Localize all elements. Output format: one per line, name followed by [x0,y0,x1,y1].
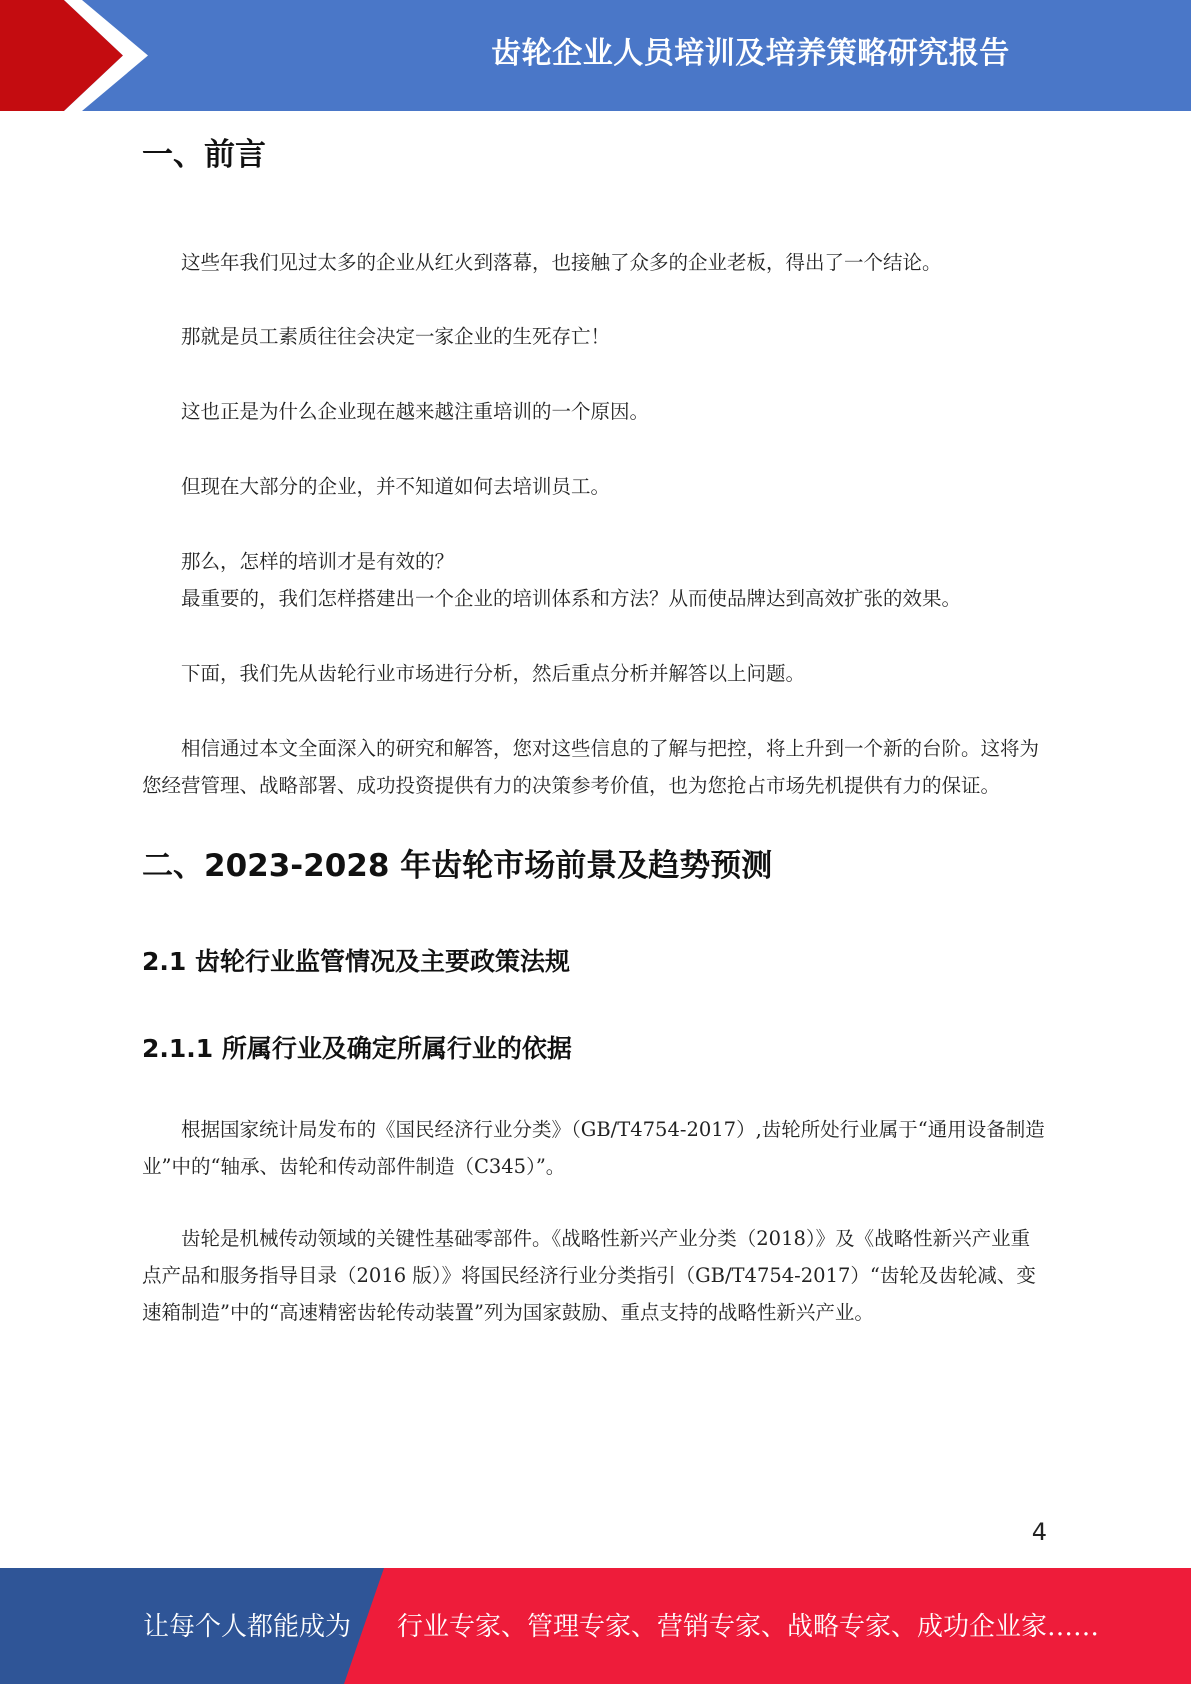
page-number: 4 [1031,1518,1047,1546]
section-heading-preface: 一、前言 [142,137,266,173]
paragraph: 那么，怎样的培训才是有效的？ [181,550,455,574]
footer-banner [0,1568,1191,1684]
paragraph: 齿轮是机械传动领域的关键性基础零部件。《战略性新兴产业分类（2018）》及《战略性新兴产业重点产品和服务指导目录（2016 版）》将国民经济行业分类指引（GB/T4754-2017）“齿轮及齿轮减、变速箱制造”中的“高速精密齿轮传动装置”列为国家鼓励、重点支持的战略性新兴产业。 [142,1226,1036,1324]
paragraph: 这些年我们见过太多的企业从红火到落幕，也接触了众多的企业老板，得出了一个结论。 [181,251,942,275]
header-chevron-graphic [0,0,160,111]
footer-slogan-right: 行业专家、管理专家、营销专家、战略专家、成功企业家…… [397,1612,1100,1642]
paragraph: 这也正是为什么企业现在越来越注重培训的一个原因。 [181,400,650,424]
subsection-heading-regulation: 2.1 齿轮行业监管情况及主要政策法规 [142,946,570,976]
paragraph: 下面，我们先从齿轮行业市场进行分析，然后重点分析并解答以上问题。 [181,662,806,686]
paragraph: 但现在大部分的企业，并不知道如何去培训员工。 [181,475,611,499]
header-banner [0,0,1191,111]
document-title: 齿轮企业人员培训及培养策略研究报告 [491,36,1010,71]
footer-slogan-left: 让每个人都能成为 [143,1612,352,1642]
document-body [142,135,1047,1331]
paragraph: 相信通过本文全面深入的研究和解答，您对这些信息的了解与把控，将上升到一个新的台阶。这将为您经营管理、战略部署、成功投资提供有力的决策参考价值，也为您抢占市场先机提供有力的保证。 [142,737,1040,798]
paragraph: 最重要的，我们怎样搭建出一个企业的培训体系和方法？从而使品牌达到高效扩张的效果。 [181,587,962,611]
subsection-heading-industry-basis: 2.1.1 所属行业及确定所属行业的依据 [142,1034,572,1064]
paragraph: 那就是员工素质往往会决定一家企业的生死存亡！ [181,325,611,349]
section-heading-market-forecast: 二、2023-2028 年齿轮市场前景及趋势预测 [142,848,773,885]
chevron-red-shape [0,0,123,111]
paragraph: 根据国家统计局发布的《国民经济行业分类》（GB/T4754-2017）,齿轮所处行业属于“通用设备制造业”中的“轴承、齿轮和传动部件制造（C345）”。 [142,1117,1045,1178]
